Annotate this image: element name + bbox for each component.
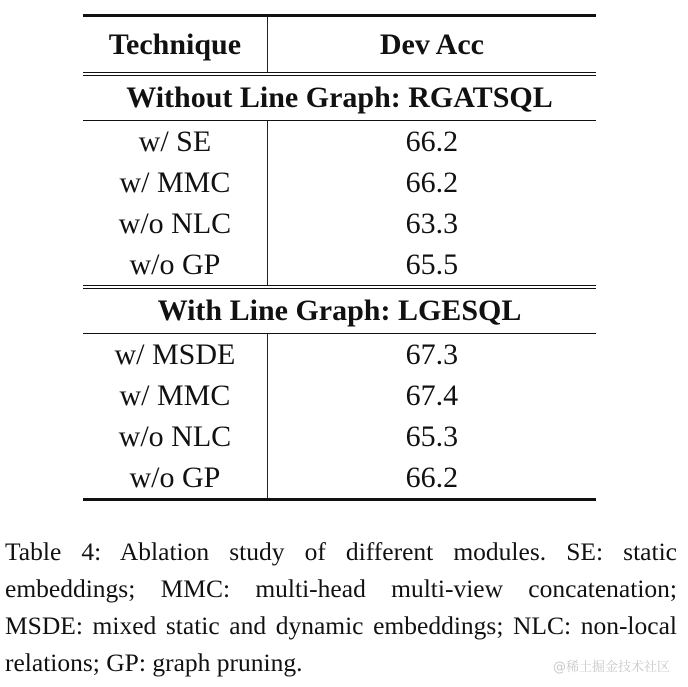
table-row: [83, 162, 596, 203]
results-table-container: [83, 14, 596, 501]
watermark: @稀土掘金技术社区: [552, 660, 670, 675]
dev-acc-cell: 65.3: [405, 420, 459, 453]
technique-cell: w/ MMC: [83, 375, 267, 416]
table-row: [83, 203, 596, 244]
header-dev-acc: Dev Acc: [267, 16, 596, 75]
technique-cell: w/o GP: [83, 457, 267, 500]
dev-acc-cell: 63.3: [405, 207, 459, 240]
table-caption: Table 4: Ablation study of different modules. SE: static embeddings; MMC: multi-head multi-view concatenation; MSDE: mixed static and dynamic embeddings; NLC: non-local relations; GP: graph pruning.: [5, 537, 677, 677]
table-row: [83, 375, 596, 416]
dev-acc-cell: 66.2: [405, 166, 459, 199]
technique-cell: w/o NLC: [83, 416, 267, 457]
section-header-row: [83, 287, 596, 334]
technique-cell: w/ SE: [83, 121, 267, 163]
table-row: [83, 121, 596, 163]
section-title: With Line Graph: LGESQL: [83, 287, 596, 334]
section-header-row: [83, 74, 596, 121]
technique-cell: w/o GP: [83, 244, 267, 287]
header-technique: Technique: [83, 16, 267, 75]
section-title: Without Line Graph: RGATSQL: [83, 74, 596, 121]
table-row: [83, 457, 596, 500]
dev-acc-cell: 66.2: [405, 125, 459, 158]
table-row: [83, 334, 596, 376]
table-row: [83, 244, 596, 287]
dev-acc-cell: 66.2: [267, 457, 596, 500]
table-row: [83, 416, 596, 457]
technique-cell: w/ MMC: [83, 162, 267, 203]
header-row: [83, 16, 596, 75]
dev-acc-cell: 67.4: [405, 379, 459, 412]
dev-acc-cell: 65.5: [405, 248, 459, 281]
dev-acc-cell: 67.3: [405, 338, 459, 371]
technique-cell: w/ MSDE: [83, 334, 267, 376]
technique-cell: w/o NLC: [83, 203, 267, 244]
ablation-table: [83, 14, 596, 501]
